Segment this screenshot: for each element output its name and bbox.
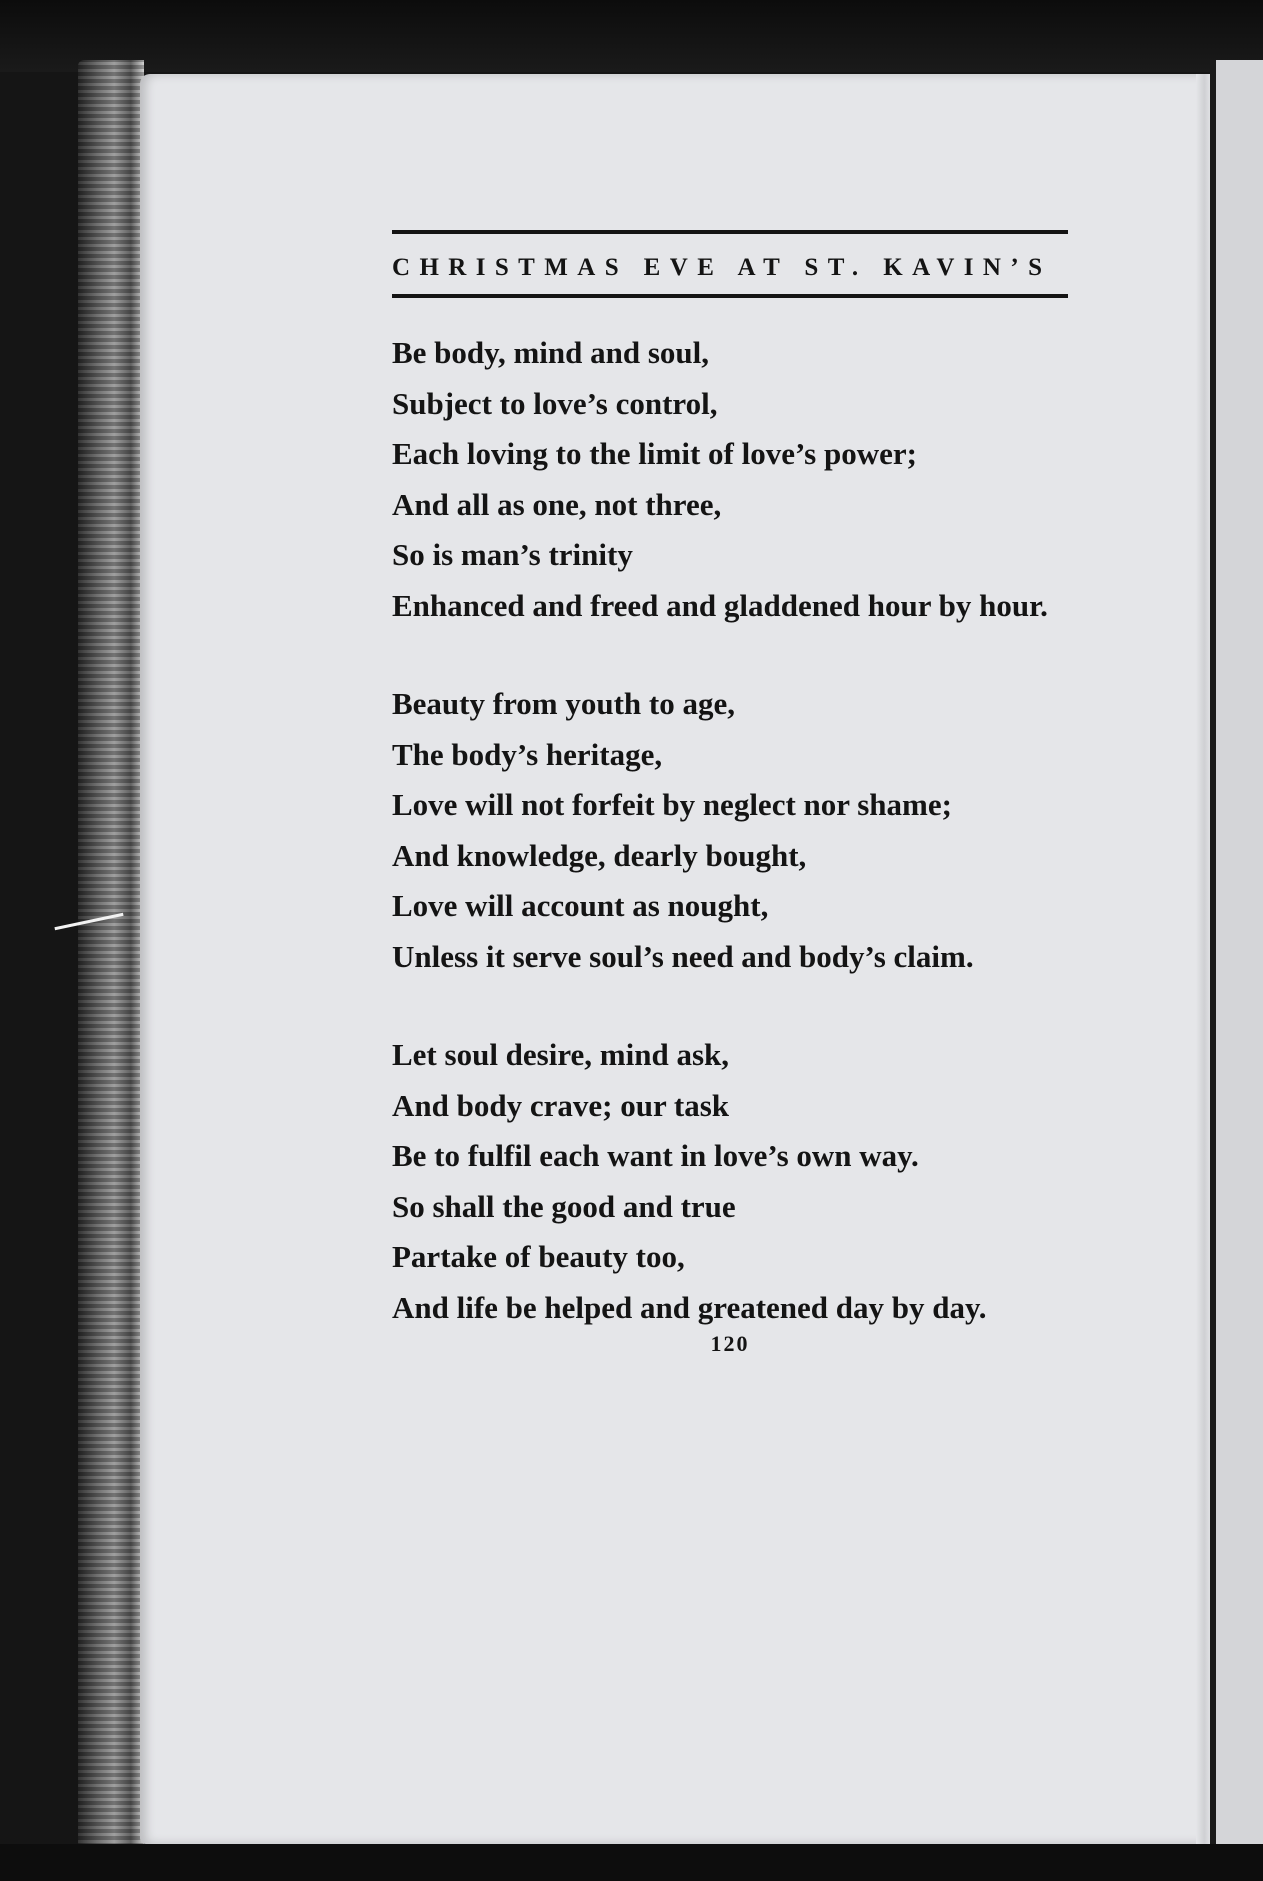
poem-line: And life be helped and greatened day by day. [392,1289,987,1325]
running-head: CHRISTMAS EVE AT ST. KAVIN’S [392,254,1052,281]
page-number: 120 [710,1331,750,1356]
poem-line: So shall the good and true [392,1188,736,1224]
page-header [392,230,1068,298]
poem-line: Beauty from youth to age, [392,686,735,721]
facing-page [1216,60,1263,1850]
poem-line: The body’s heritage, [392,736,663,772]
poem-line: And body crave; our task [392,1087,730,1123]
stanza-2 [392,679,1092,982]
poem-line: Love will not forfeit by neglect nor shame; [392,787,952,822]
poem-line: Each loving to the limit of love’s power; [392,436,917,471]
poem-line: Enhanced and freed and gladdened hour by hour. [392,587,1048,623]
stanza-3 [392,1030,1092,1333]
poem-line: Unless it serve soul’s need and body’s claim. [392,938,974,974]
scan-top-edge [0,0,1263,72]
book-spine [78,60,144,1850]
poem-body [392,328,1092,1381]
poem-line: And all as one, not three, [392,486,722,522]
scan-bottom-edge [0,1844,1263,1881]
poem-line: Love will account as nought, [392,888,769,923]
page-gutter-shadow [1196,74,1210,1844]
header-rule-bottom [392,294,1068,298]
poem-line: Let soul desire, mind ask, [392,1037,730,1072]
poem-line: And knowledge, dearly bought, [392,837,807,873]
poem-line: Be to fulfil each want in love’s own way. [392,1138,919,1173]
poem-line: Partake of beauty too, [392,1239,685,1274]
poem-line: Be body, mind and soul, [392,335,710,370]
poem-line: So is man’s trinity [392,537,633,572]
poem-line: Subject to love’s control, [392,385,718,421]
stanza-1 [392,328,1092,631]
